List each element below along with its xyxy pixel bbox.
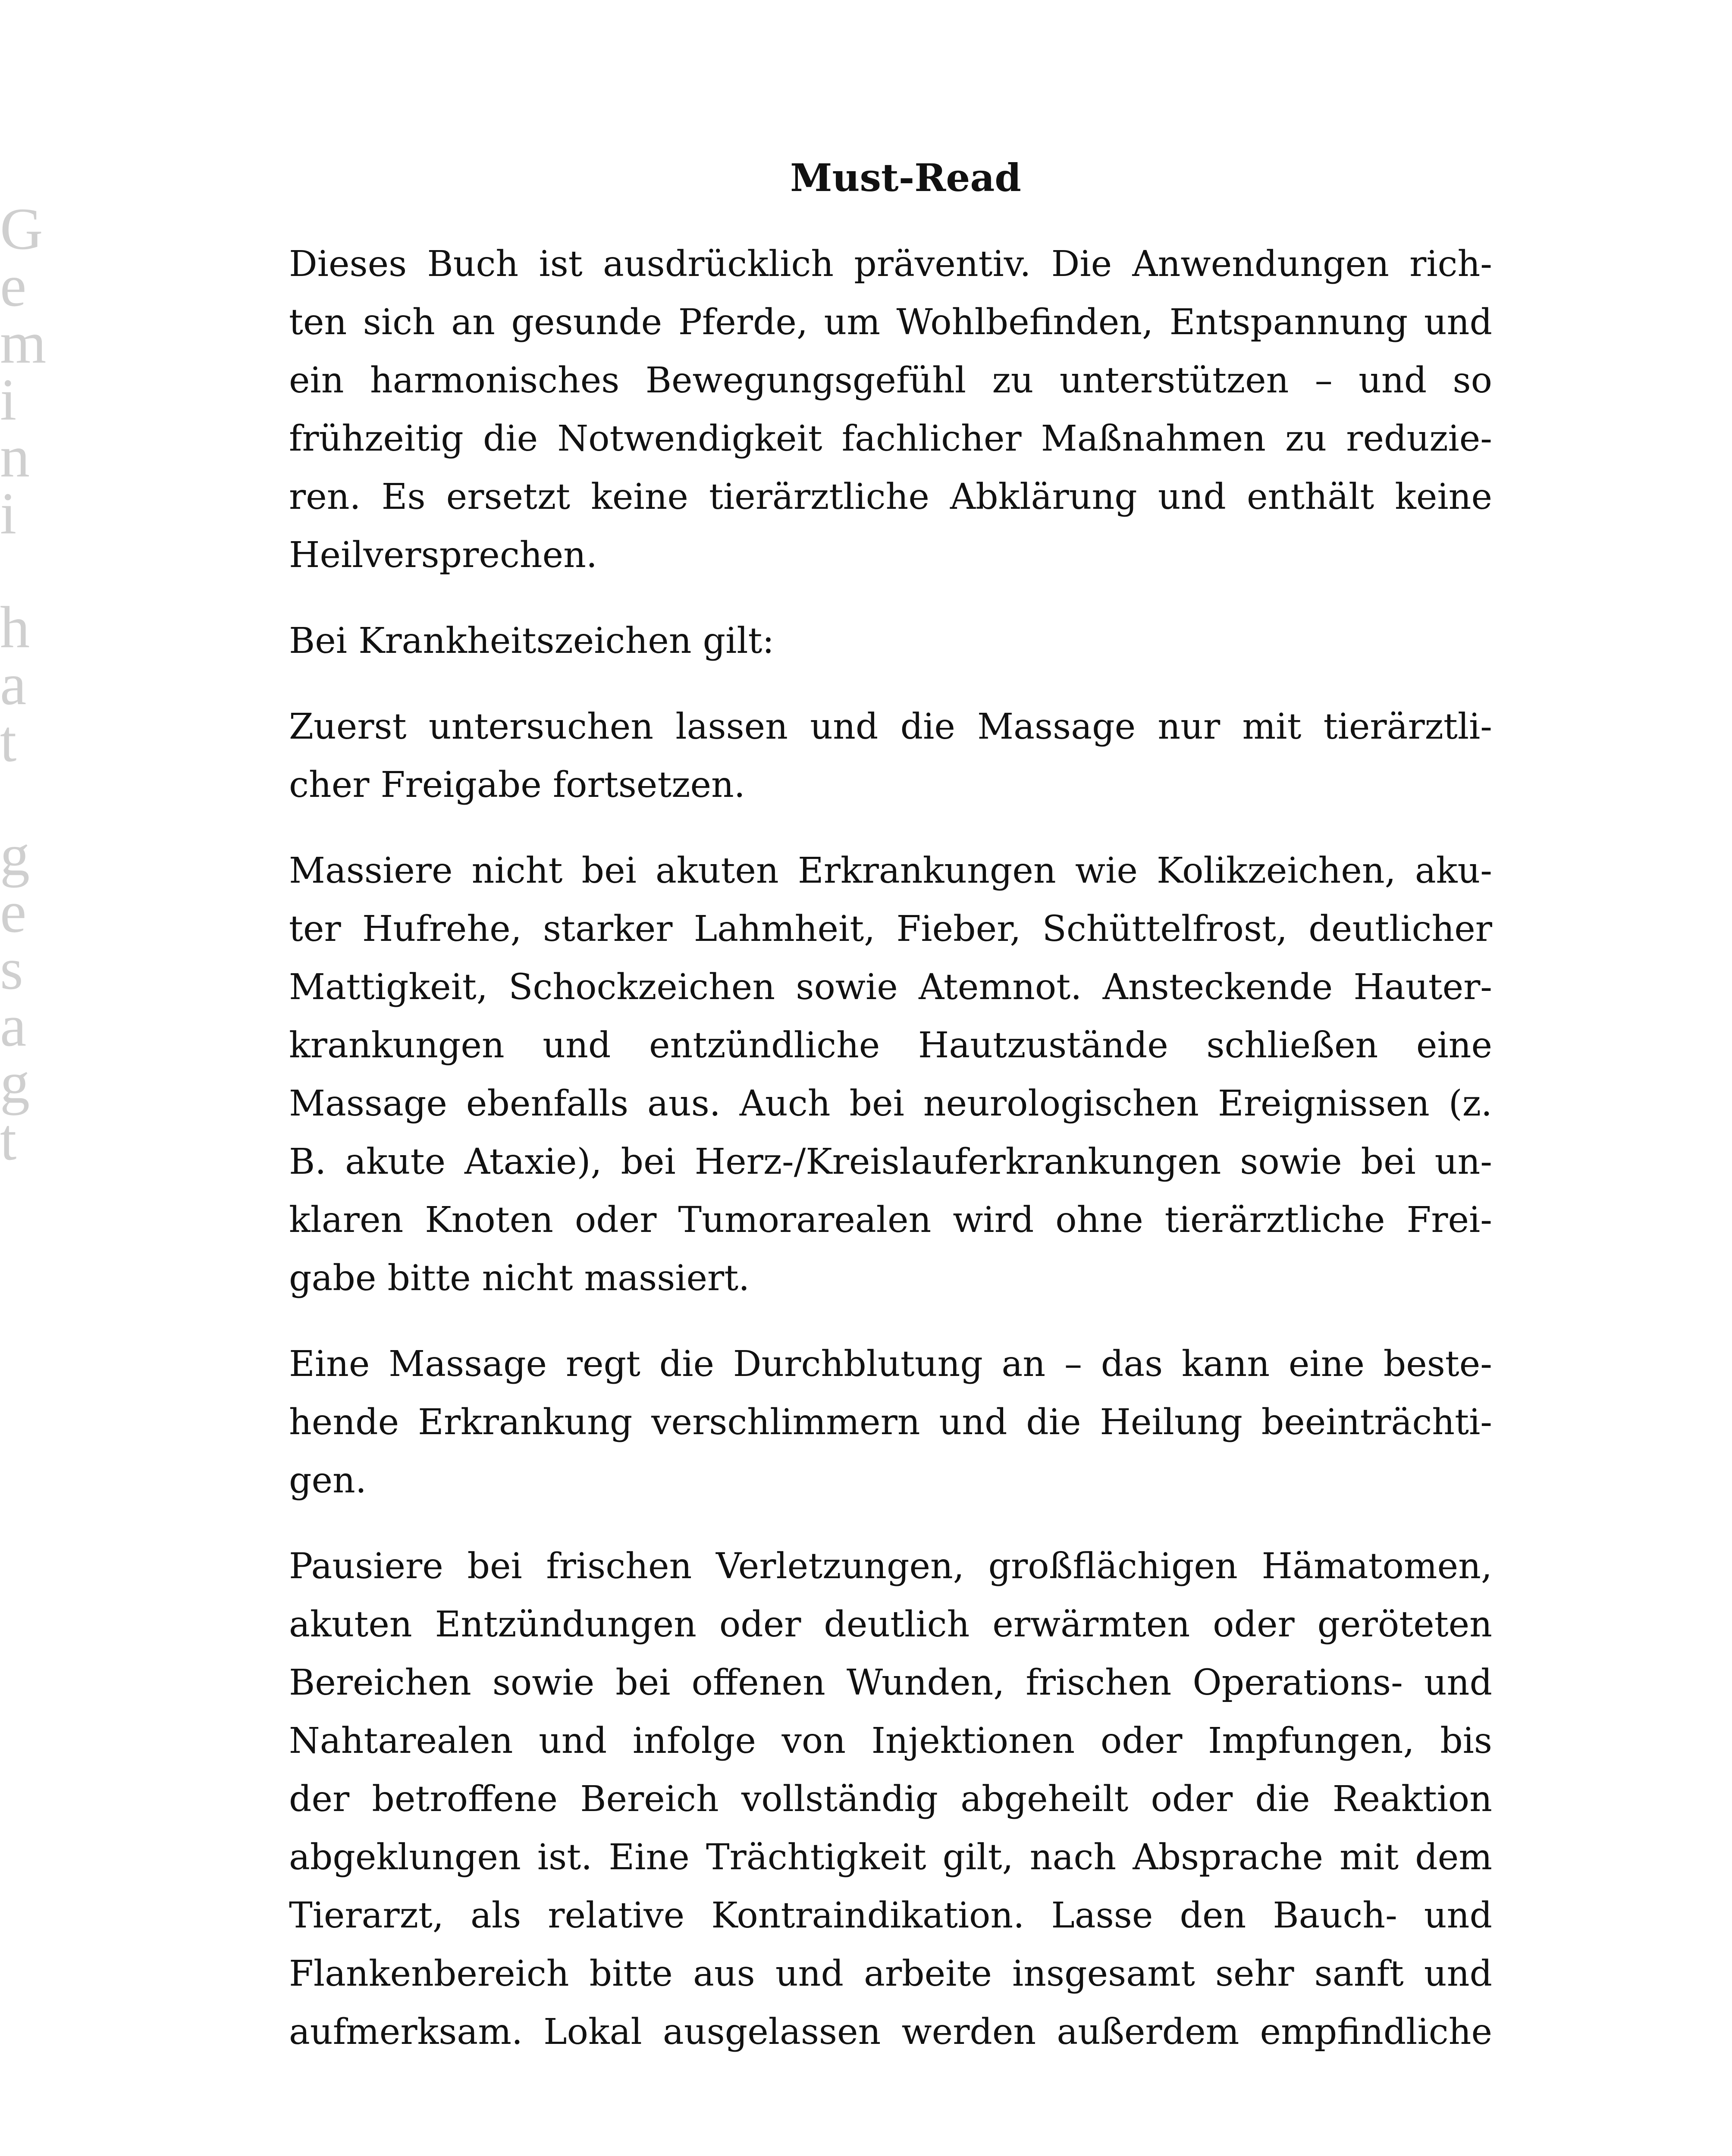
text-line: Mattigkeit, Schockzeichen sowie Atemnot. Ansteckende Hauter- [289,967,1492,1008]
text-line: klaren Knoten oder Tumorarealen wird ohne tierärztliche Frei- [289,1200,1492,1241]
text-line: krankungen und entzündliche Hautzustände schließen eine [289,1025,1492,1066]
watermark-letter: m [0,310,47,376]
text-line: Zuerst untersuchen lassen und die Massage nur mit tierärztli- [289,706,1492,747]
paragraph-illness-signs [289,612,1492,670]
watermark-letter: h [0,594,30,660]
watermark-letter: n [0,423,30,489]
text-line: Flankenbereich bitte aus und arbeite insgesamt sehr sanft und [289,1953,1492,1994]
paragraph-examine-first [289,698,1492,814]
watermark-letter: i [0,480,17,546]
text-line: Massage ebenfalls aus. Auch bei neurologischen Ereignissen (z. [289,1083,1492,1124]
text-line: frühzeitig die Notwendigkeit fachlicher Maßnahmen zu reduzie- [289,418,1492,459]
watermark-letter: t [0,708,17,774]
text-line: Bereichen sowie bei offenen Wunden, frischen Operations- und [289,1662,1492,1703]
text-line: abgeklungen ist. Eine Trächtigkeit gilt, nach Absprache mit dem [289,1837,1492,1878]
paragraph-circulation [289,1335,1492,1510]
watermark-letter: i [0,367,17,432]
paragraph-preventive-notice [289,235,1492,584]
watermark-letter: g [0,1050,30,1116]
text-line: gen. [289,1460,367,1501]
paragraph-contraindications [289,842,1492,1307]
text-line: Massiere nicht bei akuten Erkrankungen wie Kolikzeichen, aku- [289,850,1492,891]
watermark-letter: G [0,196,43,262]
text-line: aufmerksam. Lokal ausgelassen werden außerdem empfindliche [289,2012,1492,2053]
watermark-letter: a [0,651,27,717]
watermark-letter: t [0,1106,17,1172]
body-text [289,235,1492,2089]
text-line: ren. Es ersetzt keine tierärztliche Abklärung und enthält keine [289,476,1492,517]
text-line: B. akute Ataxie), bei Herz-/Kreislauferkrankungen sowie bei un- [289,1141,1492,1182]
text-line: der betroffene Bereich vollständig abgeheilt oder die Reaktion [289,1779,1492,1820]
watermark-letter: a [0,993,27,1059]
watermark-letter: g [0,822,30,888]
text-line: Bei Krankheitszeichen gilt: [289,620,775,661]
text-line: Heilversprechen. [289,535,597,576]
paragraph-pause-conditions [289,1537,1492,2061]
text-line: akuten Entzündungen oder deutlich erwärmten oder geröteten [289,1604,1492,1645]
text-line: ter Hufrehe, starker Lahmheit, Fieber, Schüttelfrost, deutlicher [289,909,1492,950]
text-line: ein harmonisches Bewegungsgefühl zu unterstützen – und so [289,360,1492,401]
watermark-letter: s [0,936,23,1002]
text-line: hende Erkrankung verschlimmern und die Heilung beeinträchti- [289,1402,1492,1443]
text-line: Pausiere bei frischen Verletzungen, großflächigen Hämatomen, [289,1546,1492,1587]
text-line: gabe bitte nicht massiert. [289,1258,750,1299]
vertical-watermark [0,196,56,1172]
text-line: ten sich an gesunde Pferde, um Wohlbefinden, Entspannung und [289,302,1492,343]
text-line: Eine Massage regt die Durchblutung an – das kann eine beste- [289,1344,1492,1385]
watermark-letter [0,542,56,599]
text-line: Nahtarealen und infolge von Injektionen oder Impfungen, bis [289,1720,1492,1761]
page-heading: Must-Read [790,155,1021,200]
watermark-letter: e [0,253,27,319]
text-line: cher Freigabe fortsetzen. [289,765,745,805]
text-line: Dieses Buch ist ausdrücklich präventiv. Die Anwendungen rich- [289,244,1492,285]
watermark-letter: e [0,879,27,945]
text-line: Tierarzt, als relative Kontraindikation. Lasse den Bauch- und [289,1895,1492,1936]
watermark-letter [0,770,56,827]
